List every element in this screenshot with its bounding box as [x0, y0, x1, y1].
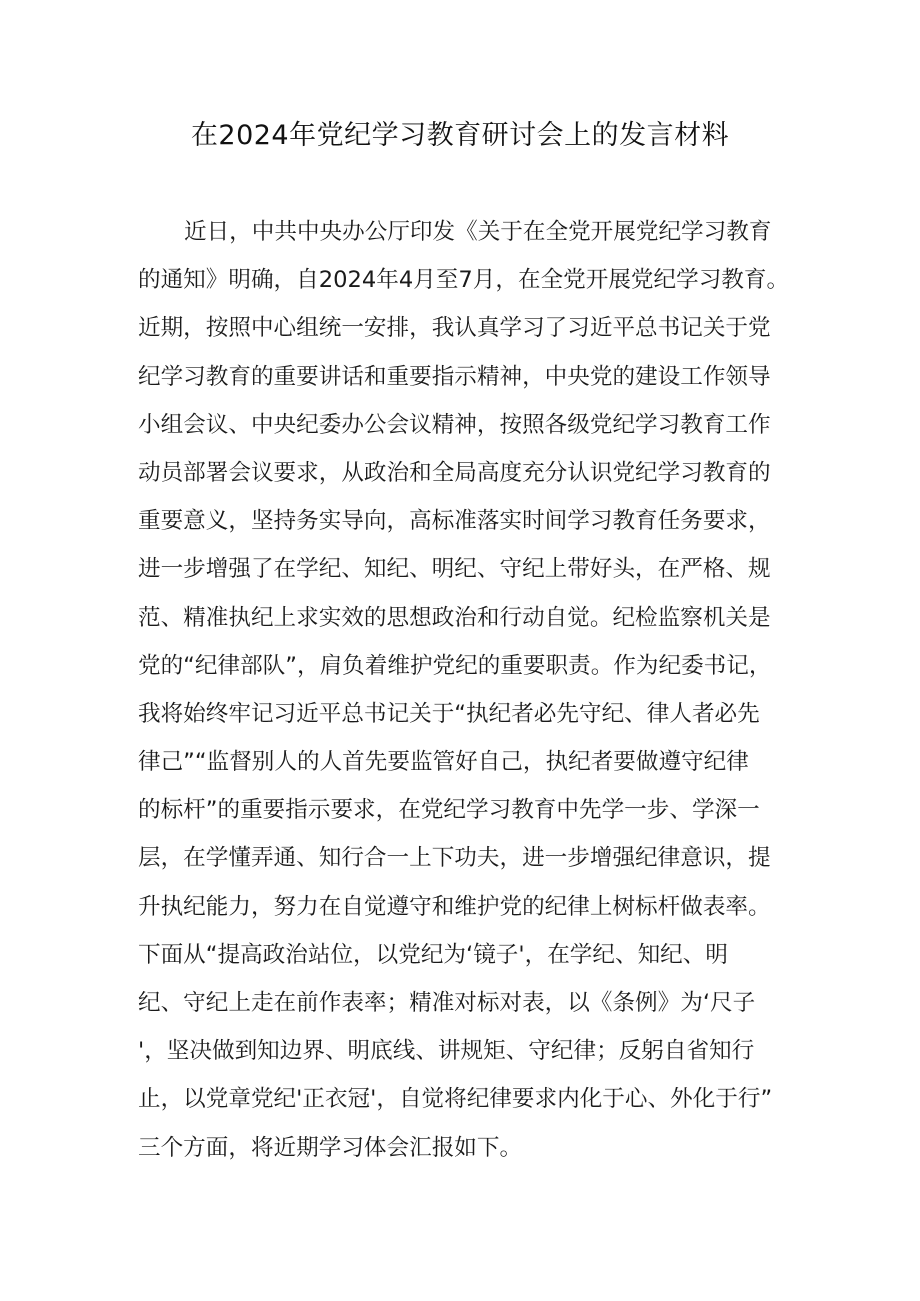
paragraph-line: 的标杆”的重要指示要求，在党纪学习教育中先学一步、学深一 [138, 797, 760, 824]
paragraph-line: 的通知》明确，自2024年4月至7月，在全党开展党纪学习教育。 [138, 267, 790, 294]
paragraph-line: 小组会议、中央纪委办公会议精神，按照各级党纪学习教育工作 [138, 411, 771, 438]
paragraph-line: 重要意义，坚持务实导向，高标准落实时间学习教育任务要求， [138, 508, 771, 535]
document-title: 在2024年党纪学习教育研讨会上的发言材料 [190, 120, 730, 151]
document-body [138, 208, 788, 1172]
paragraph-line: 止，以党章党纪'正衣冠'，自觉将纪律要求内化于心、外化于行” [138, 1086, 773, 1113]
paragraph-line: 近日，中共中央办公厅印发《关于在全党开展党纪学习教育 [184, 219, 772, 245]
paragraph-line: 升执纪能力，努力在自觉遵守和维护党的纪律上树标杆做表率。 [138, 893, 771, 920]
paragraph-line: '，坚决做到知边界、明底线、讲规矩、守纪律；反躬自省知行 [138, 1038, 755, 1065]
paragraph-line: 下面从“提高政治站位，以党纪为‘镜子'，在学纪、知纪、明 [138, 941, 728, 968]
paragraph-line: 律己”“监督别人的人首先要监管好自己，执纪者要做遵守纪律 [138, 749, 749, 776]
paragraph-line: 动员部署会议要求，从政治和全局高度充分认识党纪学习教育的 [138, 459, 771, 486]
paragraph-line: 范、精准执纪上求实效的思想政治和行动自觉。纪检监察机关是 [138, 604, 771, 631]
paragraph-line: 进一步增强了在学纪、知纪、明纪、守纪上带好头，在严格、规 [138, 556, 771, 583]
paragraph-line: 我将始终牢记习近平总书记关于“执纪者必先守纪、律人者必先 [138, 700, 760, 727]
paragraph-line: 层，在学懂弄通、知行合一上下功夫，进一步增强纪律意识，提 [138, 845, 771, 872]
paragraph-line: 三个方面，将近期学习体会汇报如下。 [138, 1134, 523, 1161]
paragraph-line: 党的“纪律部队”，肩负着维护党纪的重要职责。作为纪委书记， [138, 652, 772, 679]
paragraph-line: 近期，按照中心组统一安排，我认真学习了习近平总书记关于党 [138, 315, 771, 342]
paragraph-line: 纪、守纪上走在前作表率；精准对标对表，以《条例》为‘尺子 [138, 990, 756, 1016]
paragraph-line: 纪学习教育的重要讲话和重要指示精神，中央党的建设工作领导 [138, 363, 771, 390]
